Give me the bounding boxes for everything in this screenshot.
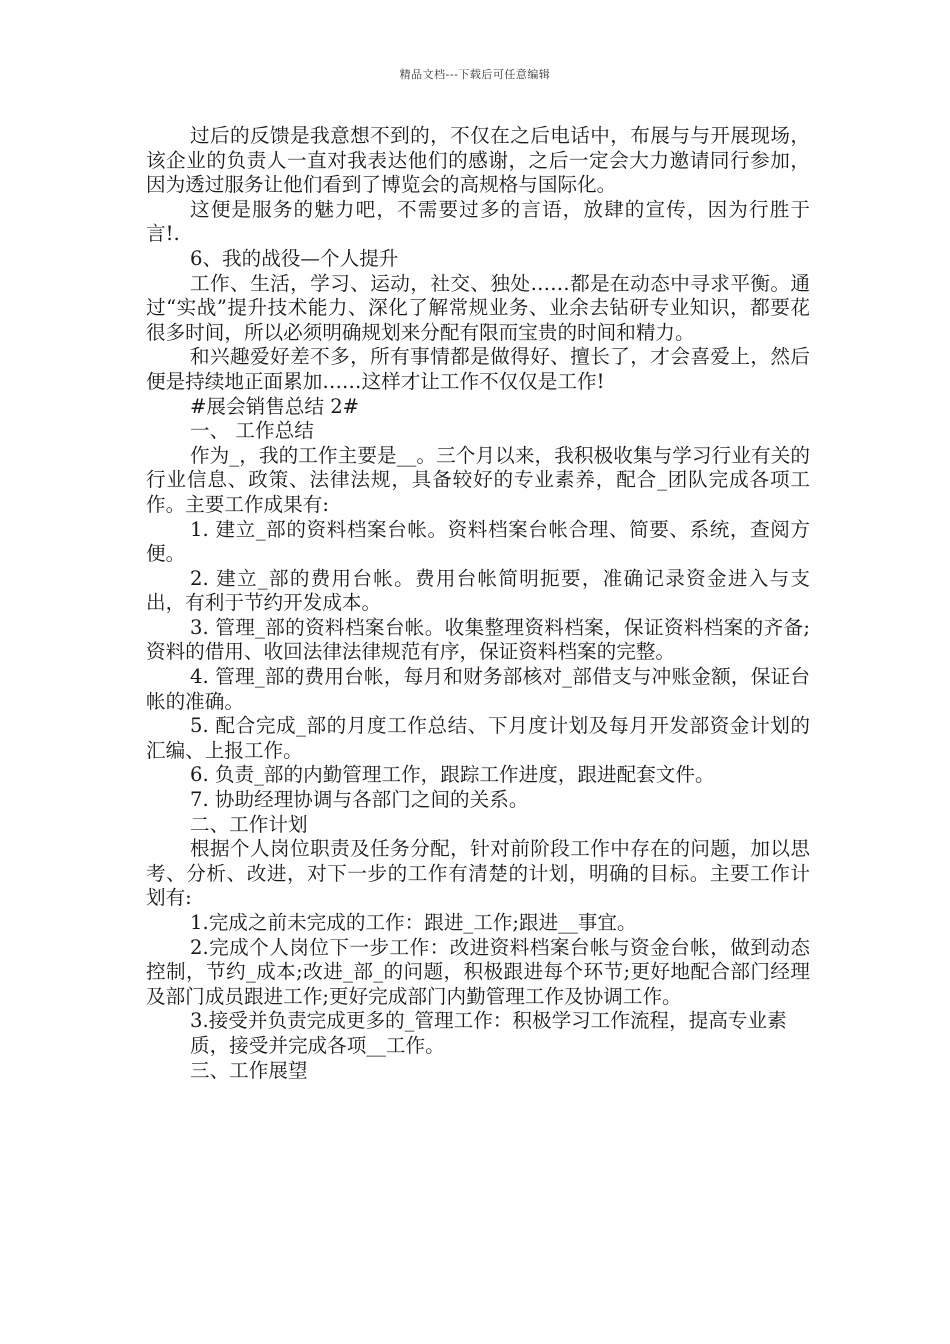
- document-body: [146, 124, 810, 1083]
- paragraph: #展会销售总结 2#: [190, 394, 360, 418]
- paragraph: 和兴趣爱好差不多，所有事情都是做得好、擅长了，才会喜爱上，然后便是持续地正面累加……这样才让工作不仅仅是工作!: [146, 345, 810, 393]
- paragraph: 7. 协助经理协调与各部门之间的关系。: [190, 788, 529, 812]
- paragraph: 3. 管理_部的资料档案台帐。收集整理资料档案，保证资料档案的齐备;资料的借用、收回法律法律规范有序，保证资料档案的完整。: [146, 615, 810, 664]
- paragraph: 过后的反馈是我意想不到的，不仅在之后电话中，布展与与开展现场，该企业的负责人一直对我表达他们的感谢，之后一定会大力邀请同行参加，因为透过服务让他们看到了博览会的高规格与国际化。: [146, 124, 810, 197]
- paragraph: 6、我的战役—个人提升: [190, 246, 399, 270]
- paragraph: 二、工作计划: [190, 812, 308, 836]
- paragraph: 作为_，我的工作主要是__。三个月以来，我积极收集与学习行业有关的行业信息、政策、法律法规，具备较好的专业素养，配合_团队完成各项工作。主要工作成果有:: [146, 443, 810, 516]
- paragraph: 1. 建立_部的资料档案台帐。资料档案台帐合理、简要、系统，查阅方便。: [146, 517, 810, 566]
- paragraph: 3.接受并负责完成更多的_管理工作：积极学习工作流程，提高专业素: [190, 1009, 787, 1033]
- paragraph: 1.完成之前未完成的工作：跟进_工作;跟进__事宜。: [190, 911, 637, 934]
- paragraph: 三、工作展望: [190, 1058, 308, 1082]
- paragraph: 一、 工作总结: [190, 419, 314, 443]
- page-header: 精品文档---下载后可任意编辑: [399, 68, 551, 81]
- paragraph: 5. 配合完成_部的月度工作总结、下月度计划及每月开发部资金计划的汇编、上报工作。: [146, 714, 810, 762]
- paragraph: 6. 负责_部的内勤管理工作，跟踪工作进度，跟进配套文件。: [190, 763, 715, 787]
- paragraph: 根据个人岗位职责及任务分配，针对前阶段工作中存在的问题，加以思考、分析、改进，对下一步的工作有清楚的计划，明确的目标。主要工作计划有:: [146, 837, 810, 910]
- paragraph: 4. 管理_部的费用台帐，每月和财务部核对_部借支与冲账金额，保证台帐的准确。: [146, 665, 810, 713]
- paragraph: 2.完成个人岗位下一步工作：改进资料档案台帐与资金台帐，做到动态控制，节约_成本;改进_部_的问题，积极跟进每个环节;更好地配合部门经理及部门成员跟进工作;更好完成部门内勤管理工作及协调工作。: [146, 935, 810, 1008]
- paragraph: 工作、生活，学习、运动，社交、独处……都是在动态中寻求平衡。通过“实战”提升技术能力、深化了解常规业务、业余去钻研专业知识，都要花很多时间，所以必须明确规划来分配有限而宝贵的时间和精力。: [146, 271, 810, 344]
- paragraph: 2. 建立_部的费用台帐。费用台帐简明扼要，准确记录资金进入与支出，有利于节约开发成本。: [146, 566, 810, 615]
- paragraph: 这便是服务的魅力吧，不需要过多的言语，放肆的宣传，因为行胜于言!.: [146, 197, 810, 246]
- paragraph: 质，接受并完成各项__工作。: [190, 1033, 445, 1057]
